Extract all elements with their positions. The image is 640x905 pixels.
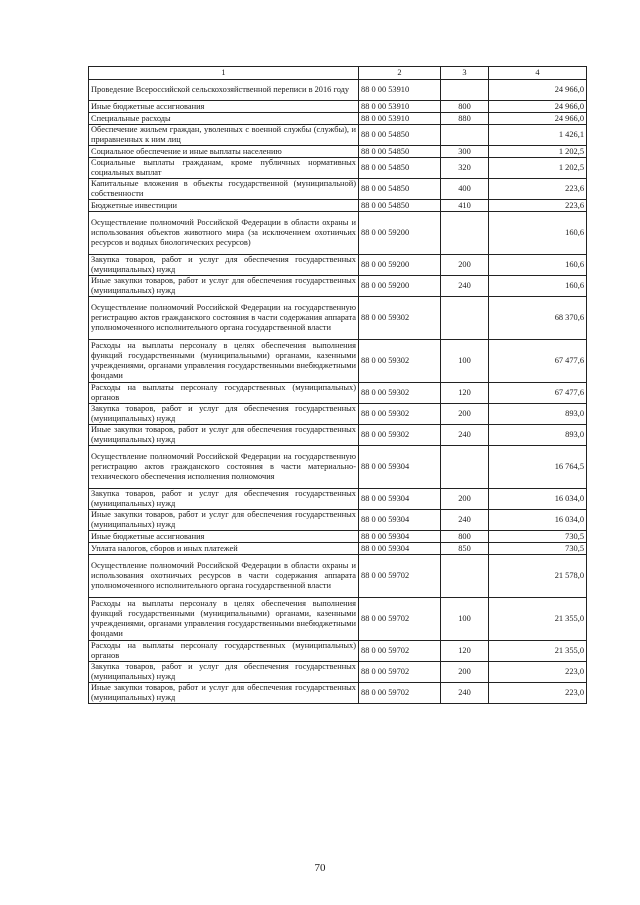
row-vr-cell: 120 <box>441 641 489 662</box>
row-name-cell: Уплата налогов, сборов и иных платежей <box>89 543 359 555</box>
row-code-cell: 88 0 00 59302 <box>359 404 441 425</box>
row-code-cell: 88 0 00 59200 <box>359 212 441 255</box>
table-row <box>89 276 587 297</box>
row-name-cell: Специальные расходы <box>89 113 359 125</box>
table-row <box>89 158 587 179</box>
row-code-cell: 88 0 00 59702 <box>359 662 441 683</box>
table-row <box>89 446 587 489</box>
table-row <box>89 543 587 555</box>
row-code-cell: 88 0 00 59302 <box>359 383 441 404</box>
row-code-cell: 88 0 00 59702 <box>359 555 441 598</box>
budget-table <box>88 66 587 704</box>
row-sum-cell: 24 966,0 <box>489 101 587 113</box>
row-sum-cell: 16 034,0 <box>489 510 587 531</box>
row-name-cell: Расходы на выплаты персоналу государственных (муниципальных) органов <box>89 641 359 662</box>
row-code-cell: 88 0 00 53910 <box>359 80 441 101</box>
row-code-cell: 88 0 00 59304 <box>359 531 441 543</box>
row-name-cell: Осуществление полномочий Российской Федерации на государственную регистрацию актов гражданского состояния в части содержания аппарата уполномоченного исполнительного органа государственной власти <box>89 297 359 340</box>
row-sum-cell: 223,0 <box>489 662 587 683</box>
row-name-cell: Закупка товаров, работ и услуг для обеспечения государственных (муниципальных) нужд <box>89 255 359 276</box>
row-sum-cell: 68 370,6 <box>489 297 587 340</box>
row-sum-cell: 893,0 <box>489 425 587 446</box>
table-row <box>89 510 587 531</box>
row-code-cell: 88 0 00 59304 <box>359 489 441 510</box>
row-sum-cell: 223,0 <box>489 683 587 704</box>
row-code-cell: 88 0 00 59702 <box>359 598 441 641</box>
row-sum-cell: 160,6 <box>489 276 587 297</box>
row-sum-cell: 24 966,0 <box>489 113 587 125</box>
table-row <box>89 125 587 146</box>
row-sum-cell: 16 764,5 <box>489 446 587 489</box>
table-row <box>89 489 587 510</box>
row-sum-cell: 21 578,0 <box>489 555 587 598</box>
row-vr-cell: 100 <box>441 340 489 383</box>
row-name-cell: Расходы на выплаты персоналу в целях обеспечения выполнения функций государственными (муниципальными) органами, казенными учреждениями, органами управления государственными внебюджетными фондами <box>89 598 359 641</box>
row-vr-cell: 200 <box>441 255 489 276</box>
row-code-cell: 88 0 00 54850 <box>359 125 441 146</box>
row-vr-cell: 800 <box>441 101 489 113</box>
row-code-cell: 88 0 00 59302 <box>359 425 441 446</box>
row-vr-cell: 200 <box>441 489 489 510</box>
row-name-cell: Осуществление полномочий Российской Федерации в области охраны и использования объектов животного мира (за исключением охотничьих ресурсов и водных биологических ресурсов) <box>89 212 359 255</box>
row-sum-cell: 21 355,0 <box>489 641 587 662</box>
row-sum-cell: 1 426,1 <box>489 125 587 146</box>
row-name-cell: Осуществление полномочий Российской Федерации на государственную регистрацию актов гражданского состояния в части материально-технического обеспечения исполнения полномочия <box>89 446 359 489</box>
table-row <box>89 146 587 158</box>
row-vr-cell: 240 <box>441 510 489 531</box>
row-name-cell: Обеспечение жильем граждан, уволенных с военной службы (службы), и приравненных к ним лиц <box>89 125 359 146</box>
row-name-cell: Иные бюджетные ассигнования <box>89 101 359 113</box>
row-vr-cell: 320 <box>441 158 489 179</box>
row-code-cell: 88 0 00 59304 <box>359 510 441 531</box>
header-row <box>89 67 587 80</box>
table-row <box>89 425 587 446</box>
row-vr-cell: 410 <box>441 200 489 212</box>
row-sum-cell: 223,6 <box>489 200 587 212</box>
row-code-cell: 88 0 00 59302 <box>359 297 441 340</box>
row-name-cell: Иные закупки товаров, работ и услуг для обеспечения государственных (муниципальных) нужд <box>89 510 359 531</box>
row-vr-cell: 800 <box>441 531 489 543</box>
row-name-cell: Иные закупки товаров, работ и услуг для обеспечения государственных (муниципальных) нужд <box>89 425 359 446</box>
row-vr-cell: 200 <box>441 404 489 425</box>
row-vr-cell: 880 <box>441 113 489 125</box>
row-name-cell: Проведение Всероссийской сельскохозяйственной переписи в 2016 году <box>89 80 359 101</box>
row-vr-cell: 400 <box>441 179 489 200</box>
row-name-cell: Социальные выплаты гражданам, кроме публичных нормативных социальных выплат <box>89 158 359 179</box>
column-header-code: 2 <box>359 67 441 80</box>
column-header-sum: 4 <box>489 67 587 80</box>
row-code-cell: 88 0 00 59302 <box>359 340 441 383</box>
row-code-cell: 88 0 00 59200 <box>359 255 441 276</box>
row-code-cell: 88 0 00 59304 <box>359 446 441 489</box>
table-row <box>89 598 587 641</box>
row-sum-cell: 160,6 <box>489 212 587 255</box>
table-row <box>89 404 587 425</box>
row-vr-cell: 240 <box>441 683 489 704</box>
row-name-cell: Иные закупки товаров, работ и услуг для обеспечения государственных (муниципальных) нужд <box>89 276 359 297</box>
row-code-cell: 88 0 00 59304 <box>359 543 441 555</box>
column-header-name: 1 <box>89 67 359 80</box>
row-name-cell: Расходы на выплаты персоналу государственных (муниципальных) органов <box>89 383 359 404</box>
column-header-vr: 3 <box>441 67 489 80</box>
table-row <box>89 179 587 200</box>
table-row <box>89 340 587 383</box>
table-row <box>89 641 587 662</box>
table-body <box>89 80 587 704</box>
table-row <box>89 113 587 125</box>
row-code-cell: 88 0 00 53910 <box>359 113 441 125</box>
row-vr-cell: 240 <box>441 276 489 297</box>
row-sum-cell: 1 202,5 <box>489 158 587 179</box>
table-row <box>89 297 587 340</box>
row-code-cell: 88 0 00 59702 <box>359 641 441 662</box>
row-sum-cell: 67 477,6 <box>489 383 587 404</box>
table-row <box>89 683 587 704</box>
row-vr-cell <box>441 555 489 598</box>
row-sum-cell: 67 477,6 <box>489 340 587 383</box>
row-vr-cell: 300 <box>441 146 489 158</box>
row-sum-cell: 1 202,5 <box>489 146 587 158</box>
row-sum-cell: 893,0 <box>489 404 587 425</box>
row-name-cell: Осуществление полномочий Российской Федерации в области охраны и использования охотничьих ресурсов в части содержания аппарата уполномоченного исполнительного органа государственной власти <box>89 555 359 598</box>
row-sum-cell: 16 034,0 <box>489 489 587 510</box>
table-row <box>89 662 587 683</box>
row-sum-cell: 21 355,0 <box>489 598 587 641</box>
table-row <box>89 212 587 255</box>
table-row <box>89 80 587 101</box>
row-name-cell: Капитальные вложения в объекты государственной (муниципальной) собственности <box>89 179 359 200</box>
row-name-cell: Закупка товаров, работ и услуг для обеспечения государственных (муниципальных) нужд <box>89 404 359 425</box>
row-code-cell: 88 0 00 54850 <box>359 200 441 212</box>
row-vr-cell <box>441 446 489 489</box>
row-sum-cell: 24 966,0 <box>489 80 587 101</box>
row-name-cell: Иные закупки товаров, работ и услуг для обеспечения государственных (муниципальных) нужд <box>89 683 359 704</box>
row-sum-cell: 730,5 <box>489 531 587 543</box>
table-header <box>89 67 587 80</box>
table-row <box>89 200 587 212</box>
row-name-cell: Иные бюджетные ассигнования <box>89 531 359 543</box>
row-sum-cell: 160,6 <box>489 255 587 276</box>
row-code-cell: 88 0 00 59702 <box>359 683 441 704</box>
row-name-cell: Социальное обеспечение и иные выплаты населению <box>89 146 359 158</box>
row-vr-cell: 240 <box>441 425 489 446</box>
row-code-cell: 88 0 00 59200 <box>359 276 441 297</box>
row-code-cell: 88 0 00 54850 <box>359 158 441 179</box>
row-vr-cell <box>441 212 489 255</box>
row-code-cell: 88 0 00 53910 <box>359 101 441 113</box>
table-row <box>89 383 587 404</box>
row-vr-cell <box>441 297 489 340</box>
row-name-cell: Бюджетные инвестиции <box>89 200 359 212</box>
table-row <box>89 531 587 543</box>
table-row <box>89 555 587 598</box>
row-code-cell: 88 0 00 54850 <box>359 146 441 158</box>
row-code-cell: 88 0 00 54850 <box>359 179 441 200</box>
row-name-cell: Расходы на выплаты персоналу в целях обеспечения выполнения функций государственными (муниципальными) органами, казенными учреждениями, органами управления государственными внебюджетными фондами <box>89 340 359 383</box>
row-vr-cell: 100 <box>441 598 489 641</box>
table-row <box>89 101 587 113</box>
row-vr-cell: 200 <box>441 662 489 683</box>
row-vr-cell <box>441 125 489 146</box>
row-vr-cell: 850 <box>441 543 489 555</box>
row-name-cell: Закупка товаров, работ и услуг для обеспечения государственных (муниципальных) нужд <box>89 662 359 683</box>
row-sum-cell: 223,6 <box>489 179 587 200</box>
row-vr-cell: 120 <box>441 383 489 404</box>
row-name-cell: Закупка товаров, работ и услуг для обеспечения государственных (муниципальных) нужд <box>89 489 359 510</box>
table-row <box>89 255 587 276</box>
row-vr-cell <box>441 80 489 101</box>
row-sum-cell: 730,5 <box>489 543 587 555</box>
page-number: 70 <box>314 862 326 874</box>
